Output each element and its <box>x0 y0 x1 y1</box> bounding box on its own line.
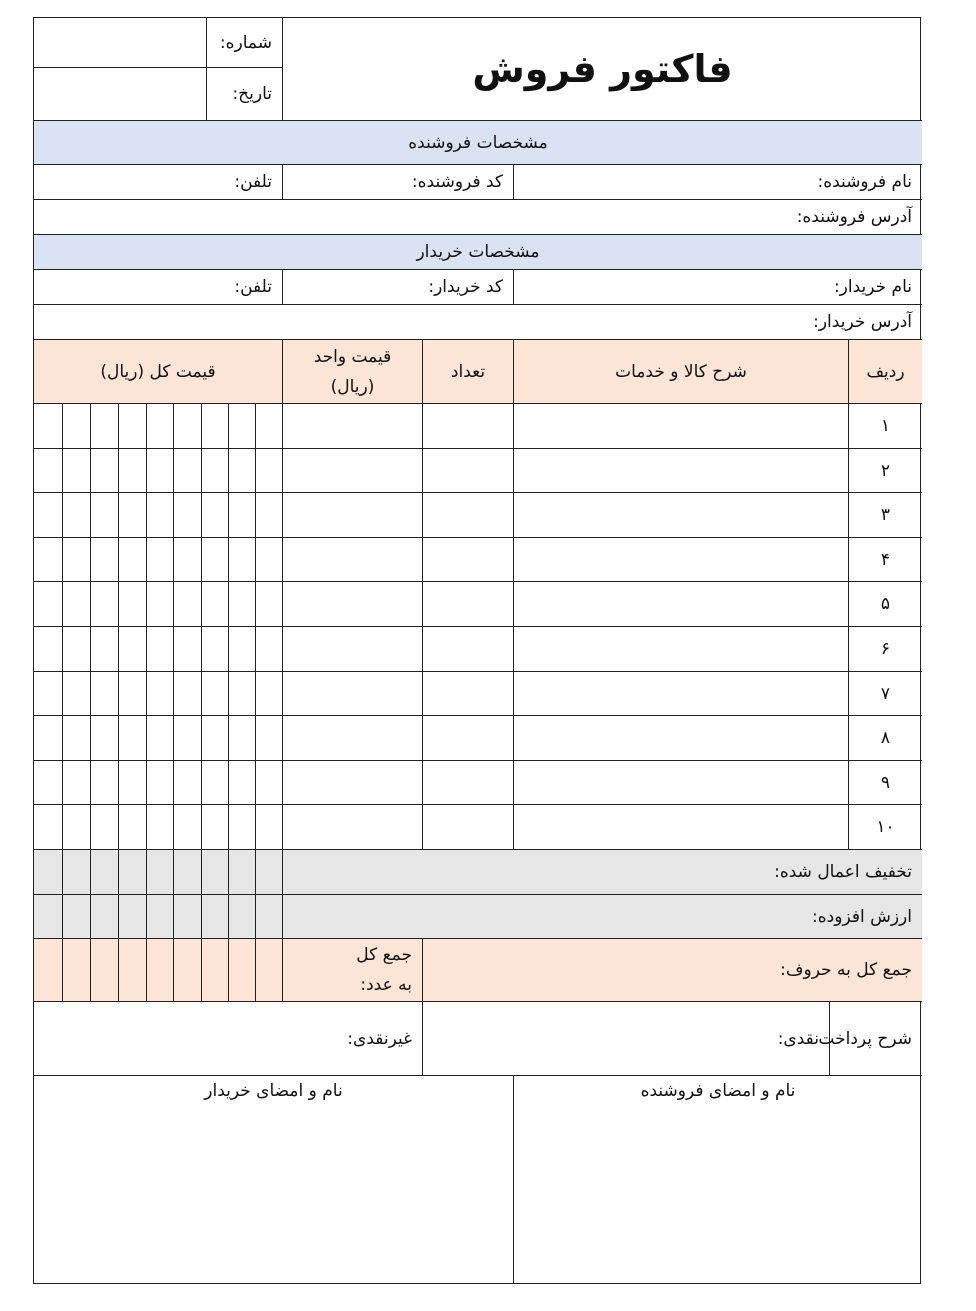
description-cell[interactable] <box>514 538 849 582</box>
buyer-code-field[interactable] <box>283 270 514 305</box>
date-label: تاریخ: <box>232 84 272 104</box>
discount-label: تخفیف اعمال شده: <box>774 862 912 882</box>
table-row-8 <box>849 716 922 761</box>
row-number: ۴ <box>880 549 891 570</box>
header-row-number <box>849 340 922 404</box>
description-cell[interactable] <box>514 716 849 761</box>
row-number: ۱ <box>880 416 891 436</box>
row-number: ۷ <box>880 683 891 704</box>
buyer-phone-field[interactable] <box>34 270 283 305</box>
cash-field[interactable] <box>423 1002 830 1076</box>
quantity-cell[interactable] <box>423 404 514 449</box>
payment-label-cell <box>818 1002 922 1076</box>
seller-name-field[interactable] <box>514 165 922 200</box>
header-description-label: شرح کالا و خدمات <box>615 361 747 382</box>
total-words-label: جمع کل به حروف: <box>780 960 912 980</box>
seller-section-title: مشخصات فروشنده <box>408 132 548 153</box>
table-row-1 <box>849 404 922 449</box>
description-cell[interactable] <box>514 404 849 449</box>
header-total-price-label: قیمت کل (ریال) <box>100 361 216 382</box>
buyer-address-label: آدرس خریدار: <box>813 312 912 332</box>
noncash-field[interactable] <box>34 1002 423 1076</box>
cash-label: نقدی: <box>777 1028 819 1049</box>
vat-row <box>283 895 922 939</box>
quantity-cell[interactable] <box>423 761 514 805</box>
unit-price-cell[interactable] <box>283 493 423 538</box>
invoice-title-cell <box>283 18 922 121</box>
description-cell[interactable] <box>514 627 849 672</box>
row-number: ۱۰ <box>876 817 895 837</box>
seller-address-label: آدرس فروشنده: <box>796 207 912 227</box>
unit-price-cell[interactable] <box>283 582 423 627</box>
table-row-10 <box>849 805 922 850</box>
seller-name-label: نام فروشنده: <box>817 172 912 192</box>
description-cell[interactable] <box>514 493 849 538</box>
header-quantity <box>423 340 514 404</box>
seller-section-header <box>34 121 922 165</box>
quantity-cell[interactable] <box>423 805 514 850</box>
row-number: ۳ <box>880 505 891 525</box>
noncash-label: غیرنقدی: <box>347 1028 412 1049</box>
unit-price-cell[interactable] <box>283 449 423 493</box>
buyer-signature-box[interactable] <box>34 1076 514 1283</box>
table-row-9 <box>849 761 922 805</box>
description-cell[interactable] <box>514 761 849 805</box>
number-field[interactable] <box>34 18 207 68</box>
quantity-cell[interactable] <box>423 493 514 538</box>
total-number-label-cell <box>283 939 423 1002</box>
payment-label: شرح پرداخت <box>818 1028 912 1049</box>
quantity-cell[interactable] <box>423 582 514 627</box>
unit-price-cell[interactable] <box>283 627 423 672</box>
buyer-section-title: مشخصات خریدار <box>416 242 540 262</box>
total-words-field[interactable] <box>423 939 922 1002</box>
invoice-title: فاکتور فروش <box>472 47 733 91</box>
unit-price-cell[interactable] <box>283 672 423 716</box>
unit-price-cell[interactable] <box>283 761 423 805</box>
row-number: ۶ <box>880 639 891 659</box>
description-cell[interactable] <box>514 805 849 850</box>
seller-code-label: کد فروشنده: <box>411 172 503 192</box>
row-number: ۲ <box>880 460 891 481</box>
row-number: ۵ <box>880 594 891 614</box>
quantity-cell[interactable] <box>423 538 514 582</box>
date-field[interactable] <box>34 68 207 121</box>
header-unit-price <box>283 340 423 404</box>
seller-signature-box[interactable] <box>514 1076 922 1283</box>
table-row-6 <box>849 627 922 672</box>
table-row-7 <box>849 672 922 716</box>
seller-address-field[interactable] <box>34 200 922 235</box>
buyer-name-label: نام خریدار: <box>833 277 912 297</box>
buyer-name-field[interactable] <box>514 270 922 305</box>
seller-code-field[interactable] <box>283 165 514 200</box>
header-quantity-label: تعداد <box>450 361 486 382</box>
description-cell[interactable] <box>514 582 849 627</box>
buyer-phone-label: تلفن: <box>234 277 272 297</box>
header-total-price <box>34 340 283 404</box>
description-cell[interactable] <box>514 449 849 493</box>
buyer-code-label: کد خریدار: <box>428 277 503 297</box>
header-row-number-label: ردیف <box>866 361 905 382</box>
quantity-cell[interactable] <box>423 672 514 716</box>
unit-price-cell[interactable] <box>283 404 423 449</box>
buyer-section-header <box>34 235 922 270</box>
unit-price-cell[interactable] <box>283 716 423 761</box>
discount-row <box>283 850 922 895</box>
date-label-cell <box>207 68 283 121</box>
table-row-2 <box>849 449 922 493</box>
buyer-address-field[interactable] <box>34 305 922 340</box>
table-row-5 <box>849 582 922 627</box>
description-cell[interactable] <box>514 672 849 716</box>
invoice-sheet <box>33 17 921 1284</box>
header-description <box>514 340 849 404</box>
buyer-signature-label: نام و امضای خریدار <box>204 1081 343 1101</box>
seller-phone-label: تلفن: <box>234 172 272 192</box>
quantity-cell[interactable] <box>423 449 514 493</box>
seller-signature-label: نام و امضای فروشنده <box>640 1081 796 1101</box>
total-number-label: جمع کل به عدد: <box>356 945 412 995</box>
header-unit-price-label: قیمت واحد (ریال) <box>313 346 392 397</box>
digit-grid <box>34 404 283 1002</box>
table-row-3 <box>849 493 922 538</box>
row-number: ۸ <box>880 728 891 748</box>
table-row-4 <box>849 538 922 582</box>
row-number: ۹ <box>880 772 891 793</box>
quantity-cell[interactable] <box>423 716 514 761</box>
vat-label: ارزش افزوده: <box>812 906 912 927</box>
number-label-cell <box>207 18 283 68</box>
quantity-cell[interactable] <box>423 627 514 672</box>
unit-price-cell[interactable] <box>283 538 423 582</box>
number-label: شماره: <box>219 32 272 53</box>
unit-price-cell[interactable] <box>283 805 423 850</box>
seller-phone-field[interactable] <box>34 165 283 200</box>
